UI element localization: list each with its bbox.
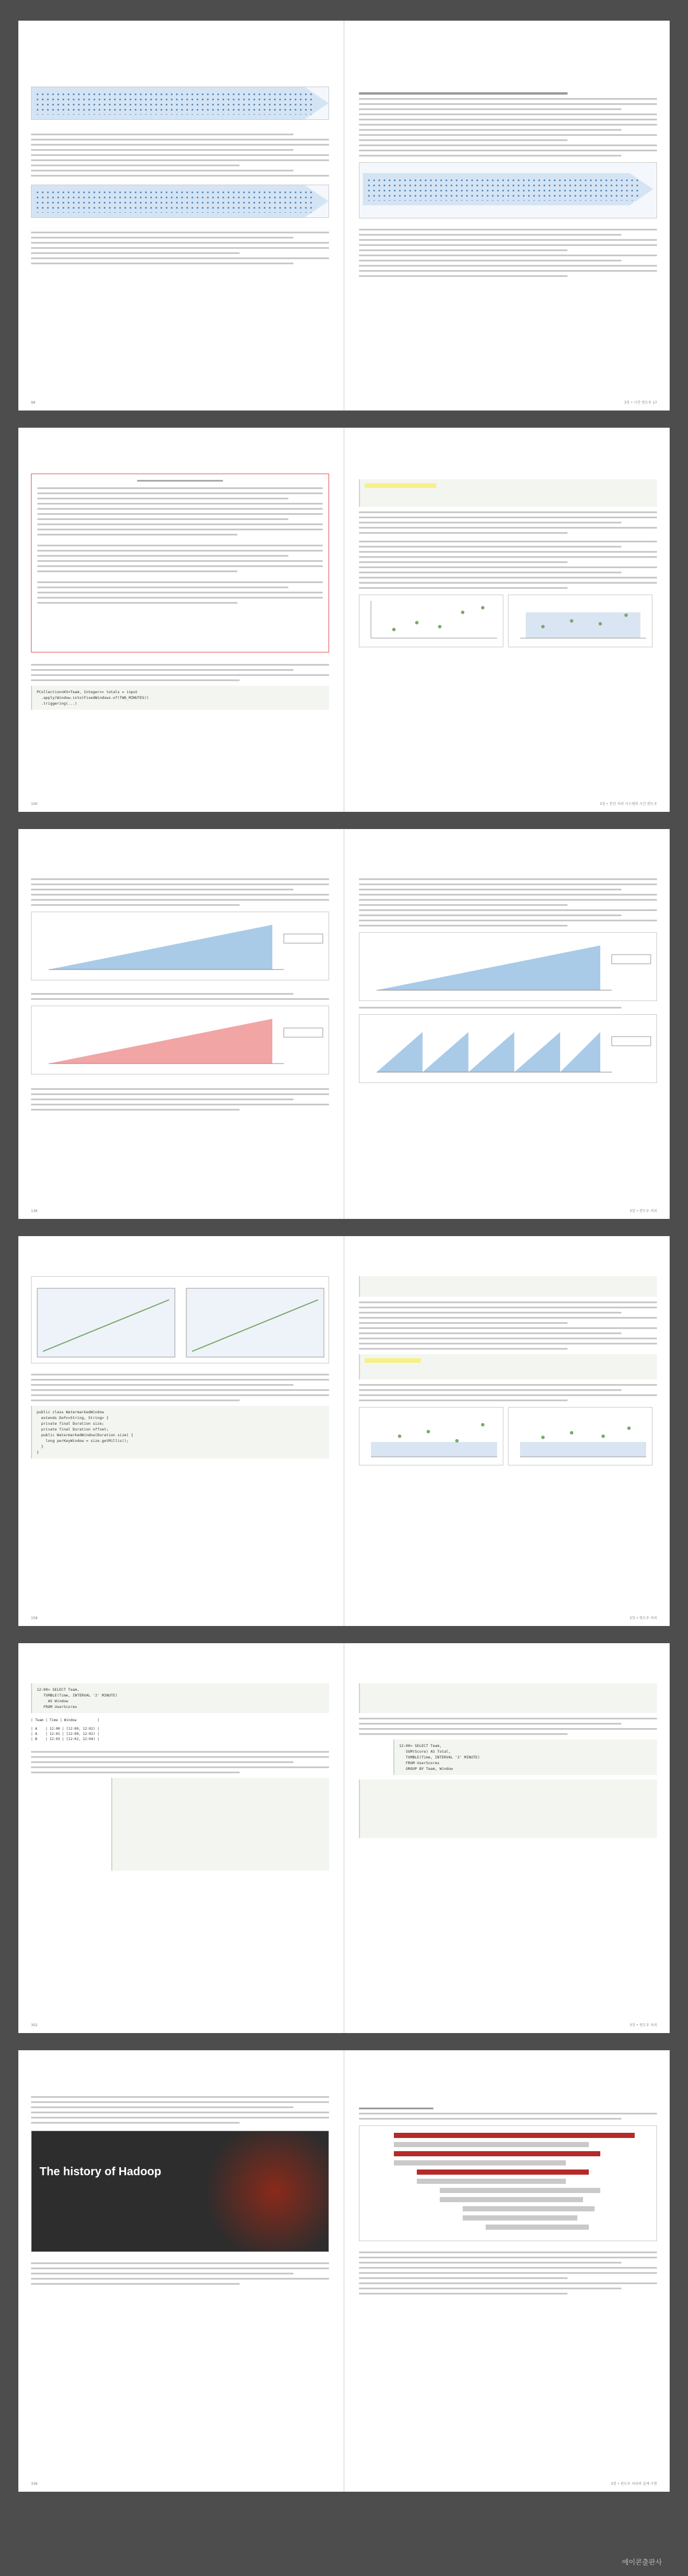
spread-2 xyxy=(18,428,670,812)
page-159 xyxy=(359,1236,657,1626)
banner-title: The history of Hadoop xyxy=(40,2165,162,2178)
code-listing xyxy=(359,479,657,507)
running-header: 3장 • 윈도우 처리 xyxy=(630,2023,657,2027)
running-header: 3장 • 윈도우 처리 xyxy=(630,1616,657,1620)
code-listing xyxy=(359,1276,657,1297)
running-header: 3장 • 윈도우 처리의 실제 구현 xyxy=(611,2482,657,2486)
figure-window-diagram xyxy=(359,162,657,218)
page-number: 98 xyxy=(31,401,36,405)
code-listing xyxy=(111,1778,329,1871)
page-136 xyxy=(31,829,329,1219)
page-336 xyxy=(31,2050,329,2492)
figure-timeline-top xyxy=(31,87,329,120)
page-337 xyxy=(359,2050,657,2492)
spread-5 xyxy=(18,1643,670,2033)
page-99 xyxy=(359,21,657,411)
figure-scatter-right xyxy=(508,1407,652,1465)
code-listing xyxy=(359,1683,657,1713)
page-98 xyxy=(31,21,329,411)
page-302 xyxy=(31,1643,329,2033)
spread-3 xyxy=(18,829,670,1219)
figure-area-blue-grid xyxy=(359,932,657,1001)
page-number: 136 xyxy=(31,1209,38,1213)
hadoop-banner xyxy=(31,2131,329,2252)
code-listing xyxy=(359,1354,657,1379)
page-101 xyxy=(359,428,657,812)
figure-scatter-left xyxy=(359,1407,503,1465)
result-table-header: | Team | Time | Window | xyxy=(31,1718,100,1722)
note-box xyxy=(31,474,329,652)
figure-sawtooth xyxy=(359,1014,657,1083)
publisher-watermark: 에이콘출판사 xyxy=(622,2558,662,2566)
code-listing: public class WatermarkedWindow extends DoFn<String, String> { private final Duration size; private final Duration offset; public WatermarkedWindow(Duration size) { long perKeyWindow = size.getMillis(); } } xyxy=(31,1406,329,1459)
caption xyxy=(31,122,329,128)
page-number: 158 xyxy=(31,1616,38,1620)
figure-bar-chart xyxy=(359,2125,657,2241)
page-100 xyxy=(31,428,329,812)
figure-area-blue xyxy=(31,912,329,980)
result-table-row: | B | 12:03 | [12:02, 12:04) | xyxy=(31,1737,100,1741)
page-number: 336 xyxy=(31,2482,38,2486)
code-listing: 12:00> SELECT Team, TUMBLE(Time, INTERVAL '2' MINUTE) AS Window FROM UserScores xyxy=(31,1683,329,1713)
figure-watermark-panels xyxy=(31,1276,329,1363)
code-listing: PCollection<KV<Team, Integer>> totals = input .apply(Window.into(FixedWindows.of(TWO_MINUTES)) .triggering(...) xyxy=(31,686,329,710)
page-158 xyxy=(31,1236,329,1626)
page-303 xyxy=(359,1643,657,2033)
figure-area-red xyxy=(31,1006,329,1074)
spread-1 xyxy=(18,21,670,411)
code-listing: 12:00> SELECT Team, SUM(Score) AS Total, TUMBLE(Time, INTERVAL '2' MINUTE) FROM UserScores GROUP BY Team, Window xyxy=(393,1740,657,1775)
page-number: 302 xyxy=(31,2023,38,2027)
page-137 xyxy=(359,829,657,1219)
result-table-row: | A | 12:00 | [12:00, 12:02) | xyxy=(31,1727,100,1731)
figure-scatter-left xyxy=(359,595,503,647)
spread-4 xyxy=(18,1236,670,1626)
result-table-row: | A | 12:01 | [12:00, 12:02) | xyxy=(31,1732,100,1736)
figure-scatter-right xyxy=(508,595,652,647)
page-number: 100 xyxy=(31,802,38,806)
code-listing xyxy=(359,1780,657,1838)
running-header: 3장 • 시간 윈도우 17 xyxy=(624,401,657,405)
running-header: 3장 • 분산 처리 시스템의 시간 윈도우 xyxy=(600,802,657,806)
running-header: 3장 • 윈도우 처리 xyxy=(630,1209,657,1213)
spread-6 xyxy=(18,2050,670,2492)
figure-timeline-bottom xyxy=(31,185,329,218)
